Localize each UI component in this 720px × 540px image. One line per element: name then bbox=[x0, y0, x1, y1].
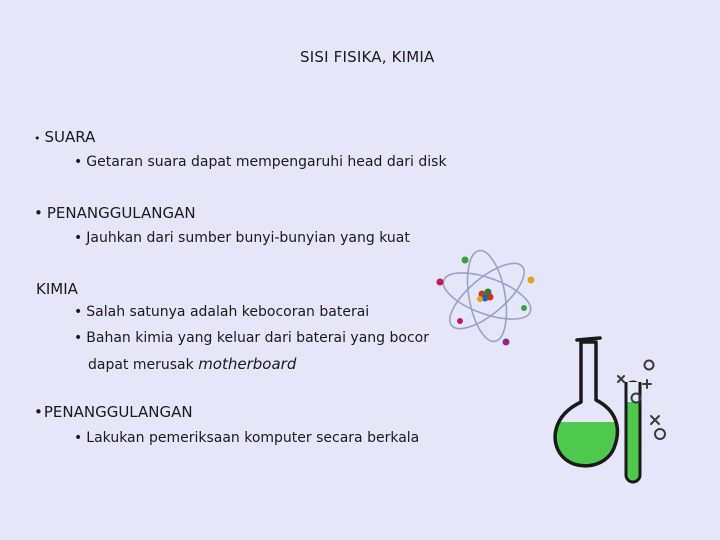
heading-suara bbox=[34, 128, 95, 146]
flask-icon bbox=[548, 330, 678, 490]
bullet: • bbox=[74, 304, 83, 320]
kimia-item-1: Salah satunya adalah kebocoran baterai bbox=[86, 304, 370, 320]
bullet: • bbox=[74, 230, 83, 246]
bullet: • bbox=[34, 204, 43, 222]
list-item bbox=[74, 304, 369, 320]
bullet: • bbox=[34, 132, 41, 145]
list-item bbox=[74, 154, 447, 170]
list-item bbox=[74, 330, 429, 346]
heading-kimia: KIMIA bbox=[36, 280, 78, 298]
bullet: • bbox=[74, 430, 83, 446]
bullet: • bbox=[74, 330, 83, 346]
heading-penanggulangan-1-label: PENANGGULANGAN bbox=[46, 204, 196, 222]
suara-item-1: Getaran suara dapat mempengaruhi head dari disk bbox=[86, 154, 447, 170]
bullet: • bbox=[74, 154, 83, 170]
list-item bbox=[74, 430, 419, 446]
heading-suara-label: SUARA bbox=[44, 128, 96, 146]
continuation-prefix: dapat merusak bbox=[88, 357, 194, 373]
atom-icon bbox=[432, 244, 542, 348]
heading-penanggulangan-1 bbox=[34, 204, 196, 222]
kimia-item-2: Bahan kimia yang keluar dari baterai yang bocor bbox=[86, 330, 429, 346]
continuation-italic: motherboard bbox=[198, 355, 297, 373]
slide-title: SISI FISIKA, KIMIA bbox=[300, 48, 435, 66]
penanggulangan-2-item-1: Lakukan pemeriksaan komputer secara berkala bbox=[86, 430, 420, 446]
heading-penanggulangan-2-label: PENANGGULANGAN bbox=[43, 403, 193, 421]
kimia-item-2-continuation bbox=[88, 355, 296, 373]
penanggulangan-1-item-1: Jauhkan dari sumber bunyi-bunyian yang kuat bbox=[86, 230, 410, 246]
list-item bbox=[74, 230, 410, 246]
bullet: • bbox=[34, 403, 43, 421]
heading-penanggulangan-2 bbox=[34, 403, 193, 421]
